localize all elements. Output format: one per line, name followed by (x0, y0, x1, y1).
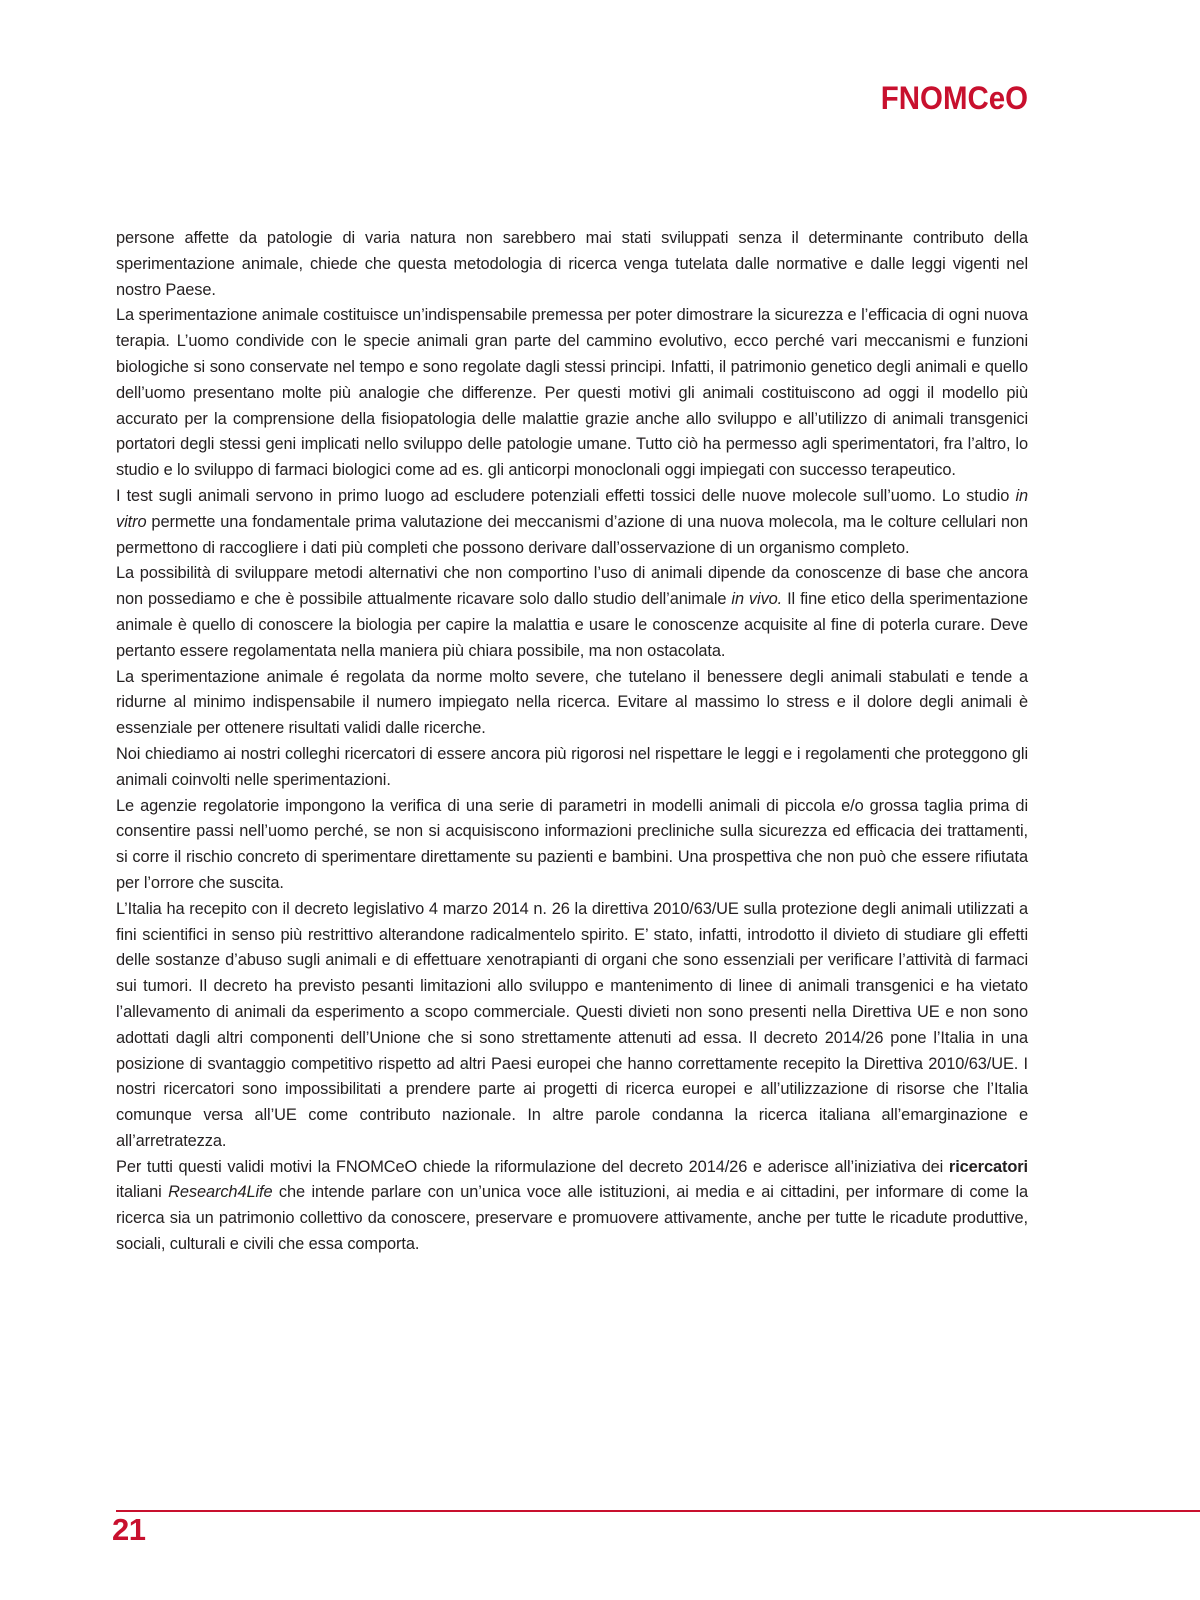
paragraph-text: La sperimentazione animale costituisce un’indispensabile premessa per poter dimostrare la sicurezza e l’efficacia di ogni nuova terapia. L’uomo condivide con le specie animali gran parte del cammino evolutivo, ecco perché vari meccanismi e funzioni biologiche si sono conservate nel tempo e sono regolate dagli stessi principi. Infatti, il patrimonio genetico degli animali e quello dell’uomo presentano molte più analogie che differenze. Per questi motivi gli animali costituiscono ad oggi il modello più accurato per la comprensione della fisiopatologia delle malattie grazie anche allo sviluppo e all’utilizzo di animali transgenici portatori degli stessi geni implicati nello sviluppo delle patologie umane. Tutto ciò ha permesso agli sperimentatori, fra l’altro, lo studio e lo sviluppo di farmaci biologici come ad es. gli anticorpi monoclonali oggi impiegati con successo terapeutico. (116, 306, 1028, 480)
paragraph-text: Noi chiediamo ai nostri colleghi ricercatori di essere ancora più rigorosi nel rispettare le leggi e i regolamenti che proteggono gli animali coinvolti nelle sperimentazioni. (116, 744, 1028, 789)
italic-text: in vitro (116, 486, 1028, 531)
paragraph (116, 897, 1028, 1155)
paragraph (116, 665, 1028, 742)
paragraph (116, 742, 1028, 794)
paragraph-text: Il fine etico della sperimentazione animale è quello di conoscere la biologia per capire la malattia e usare le conoscenze acquisite al fine di poterla curare. Deve pertanto essere regolamentata nella maniera più chiara possibile, ma non ostacolata. (116, 590, 1029, 660)
article-body (116, 226, 1028, 1258)
paragraph-text: L’Italia ha recepito con il decreto legislativo 4 marzo 2014 n. 26 la direttiva 2010/63/UE sulla protezione degli animali utilizzati a fini scientifici in senso più restrittivo alterandone radicalmentelo spirito. E’ stato, infatti, introdotto il divieto di studiare gli effetti delle sostanze d’abuso sugli animali e di effettuare xenotrapianti di organi che sono essenziali per verificare l’attività di farmaci sui tumori. Il decreto ha previsto pesanti limitazioni allo sviluppo e mantenimento di linee di animali transgenici e ha vietato l’allevamento di animali da esperimento a scopo commerciale. Questi divieti non sono presenti nella Direttiva UE e non sono adottati dagli altri componenti dell’Unione che si sono strettamente attenuti ad essa. Il decreto 2014/26 pone l’Italia in una posizione di svantaggio competitivo rispetto ad altri Paesi europei che hanno correttamente recepito la Direttiva 2010/63/UE. I nostri ricercatori sono impossibilitati a prendere parte ai progetti di ricerca europei e all’utilizzazione di risorse che l’Italia comunque versa all’UE come contributo nazionale. In altre parole condanna la ricerca italiana all’emarginazione e all’arretratezza. (116, 899, 1028, 1150)
paragraph-text: I test sugli animali servono in primo luogo ad escludere potenziali effetti tossici delle nuove molecole sull’uomo. Lo studio (116, 486, 1016, 505)
paragraph (116, 303, 1028, 484)
paragraph (116, 484, 1028, 561)
paragraph-text: persone affette da patologie di varia natura non sarebbero mai stati sviluppati senza il determinante contributo della sperimentazione animale, chiede che questa metodologia di ricerca venga tutelata dalle normative e dalle leggi vigenti nel nostro Paese. (116, 229, 1028, 299)
paragraph-text: permette una fondamentale prima valutazione dei meccanismi d’azione di una nuova molecola, ma le colture cellulari non permettono di raccogliere i dati più completi che possono derivare dall’osservazione di un organismo completo. (116, 512, 1028, 557)
paragraph-text: Le agenzie regolatorie impongono la verifica di una serie di parametri in modelli animali di piccola e/o grossa taglia prima di consentire passi nell’uomo perché, se non si acquisiscono informazioni precliniche sulla sicurezza ed efficacia dei trattamenti, si corre il rischio concreto di sperimentare direttamente su pazienti e bambini. Una prospettiva che non può che essere rifiutata per l’orrore che suscita. (116, 796, 1028, 892)
paragraph-text: italiani (116, 1183, 169, 1202)
italic-text: in vivo. (731, 590, 783, 609)
paragraph (116, 561, 1028, 664)
paragraph-text: Per tutti questi validi motivi la FNOMCeO chiede la riformulazione del decreto 2014/26 e aderisce all’iniziativa dei (116, 1157, 949, 1176)
footer-divider (116, 1510, 1200, 1512)
paragraph-text: La possibilità di sviluppare metodi alternativi che non comportino l’uso di animali dipende da conoscenze di base che ancora non possediamo e che è possibile attualmente ricavare solo dallo studio dell’animale (116, 564, 1028, 609)
bold-text: ricercatori (948, 1157, 1028, 1176)
paragraph (116, 794, 1028, 897)
paragraph-text: La sperimentazione animale é regolata da norme molto severe, che tutelano il benessere degli animali stabulati e tende a ridurne al minimo indispensabile il numero impiegato nella ricerca. Evitare al massimo lo stress e il dolore degli animali è essenziale per ottenere risultati validi dalle ricerche. (116, 667, 1028, 738)
paragraph (116, 1155, 1028, 1258)
paragraph (116, 226, 1028, 303)
italic-text: Research4Life (168, 1183, 273, 1202)
page-number: 21 (112, 1512, 146, 1547)
paragraph-text: che intende parlare con un’unica voce alle istituzioni, ai media e ai cittadini, per informare di come la ricerca sia un patrimonio collettivo da conoscere, preservare e promuovere attivamente, anche per tutte le ricadute produttive, sociali, culturali e civili che essa comporta. (116, 1183, 1028, 1254)
brand-logo-text: FNOMCeO (880, 80, 1028, 116)
